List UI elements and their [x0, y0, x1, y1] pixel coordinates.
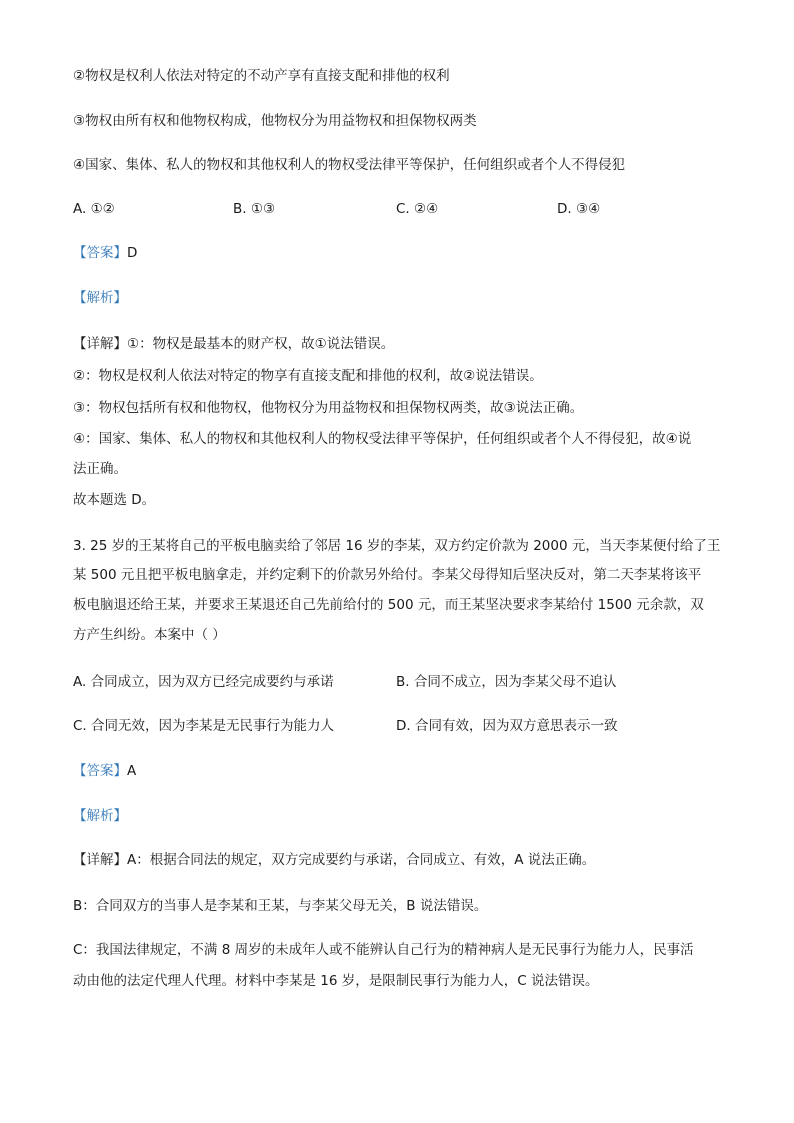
q2-detail-4a: ④：国家、集体、私人的物权和其他权利人的物权受法律平等保护，任何组织或者个人不得侵犯，故④说 [73, 431, 692, 447]
q3-detail-a: 【详解】A：根据合同法的规定，双方完成要约与承诺，合同成立、有效，A 说法正确。 [73, 852, 596, 868]
q2-detail-2: ②：物权是权利人依法对特定的物享有直接支配和排他的权利，故②说法错误。 [73, 368, 543, 384]
q3-option-b: B. 合同不成立，因为李某父母不追认 [396, 674, 617, 690]
q3-detail-c2: 动由他的法定代理人代理。材料中李某是 16 岁，是限制民事行为能力人，C 说法错误。 [73, 973, 599, 989]
q2-detail-4b: 法正确。 [73, 461, 127, 477]
q3-option-d: D. 合同有效，因为双方意思表示一致 [396, 718, 618, 734]
detail-tag: 【详解】 [73, 336, 127, 352]
q2-conclusion: 故本题选 D。 [73, 492, 156, 508]
q3-option-a: A. 合同成立，因为双方已经完成要约与承诺 [73, 674, 334, 690]
statement-3: ③物权由所有权和他物权构成，他物权分为用益物权和担保物权两类 [73, 113, 477, 129]
q2-option-c: C. ②④ [396, 201, 439, 217]
q2-option-a: A. ①② [73, 201, 115, 217]
detail-tag: 【详解】 [73, 852, 127, 868]
answer-tag: 【答案】 [73, 245, 127, 261]
q3-answer [73, 761, 136, 781]
answer-value: D [127, 245, 138, 261]
q2-option-b: B. ①③ [233, 201, 276, 217]
q2-analysis-heading [73, 288, 127, 308]
answer-tag: 【答案】 [73, 763, 127, 779]
analysis-tag: 【解析】 [73, 290, 127, 306]
q2-detail-3: ③：物权包括所有权和他物权，他物权分为用益物权和担保物权两类，故③说法正确。 [73, 400, 584, 416]
analysis-tag: 【解析】 [73, 808, 127, 824]
q3-detail-b: B：合同双方的当事人是李某和王某，与李某父母无关，B 说法错误。 [73, 898, 488, 914]
statement-2: ②物权是权利人依法对特定的不动产享有直接支配和排他的权利 [73, 68, 450, 84]
q2-detail-1: 【详解】①：物权是最基本的财产权，故①说法错误。 [73, 336, 395, 352]
q2-answer [73, 243, 137, 263]
statement-4: ④国家、集体、私人的物权和其他权利人的物权受法律平等保护，任何组织或者个人不得侵犯 [73, 157, 626, 173]
q3-stem-4: 方产生纠纷。本案中（ ） [73, 627, 226, 643]
q3-option-c: C. 合同无效，因为李某是无民事行为能力人 [73, 718, 335, 734]
q3-analysis-heading [73, 806, 127, 826]
q3-stem-3: 板电脑退还给王某，并要求王某退还自己先前给付的 500 元，而王某坚决要求李某给付 1500 元余款，双 [73, 597, 704, 613]
q2-option-d: D. ③④ [557, 201, 601, 217]
q3-stem-2: 某 500 元且把平板电脑拿走，并约定剩下的价款另外给付。李某父母得知后坚决反对，第二天李某将该平 [73, 567, 702, 583]
q3-stem-1: 3. 25 岁的王某将自己的平板电脑卖给了邻居 16 岁的李某，双方约定价款为 2000 元，当天李某便付给了王 [73, 538, 721, 554]
answer-value: A [127, 763, 137, 779]
q3-detail-c1: C：我国法律规定，不满 8 周岁的未成年人或不能辨认自己行为的精神病人是无民事行为能力人，民事活 [73, 942, 694, 958]
